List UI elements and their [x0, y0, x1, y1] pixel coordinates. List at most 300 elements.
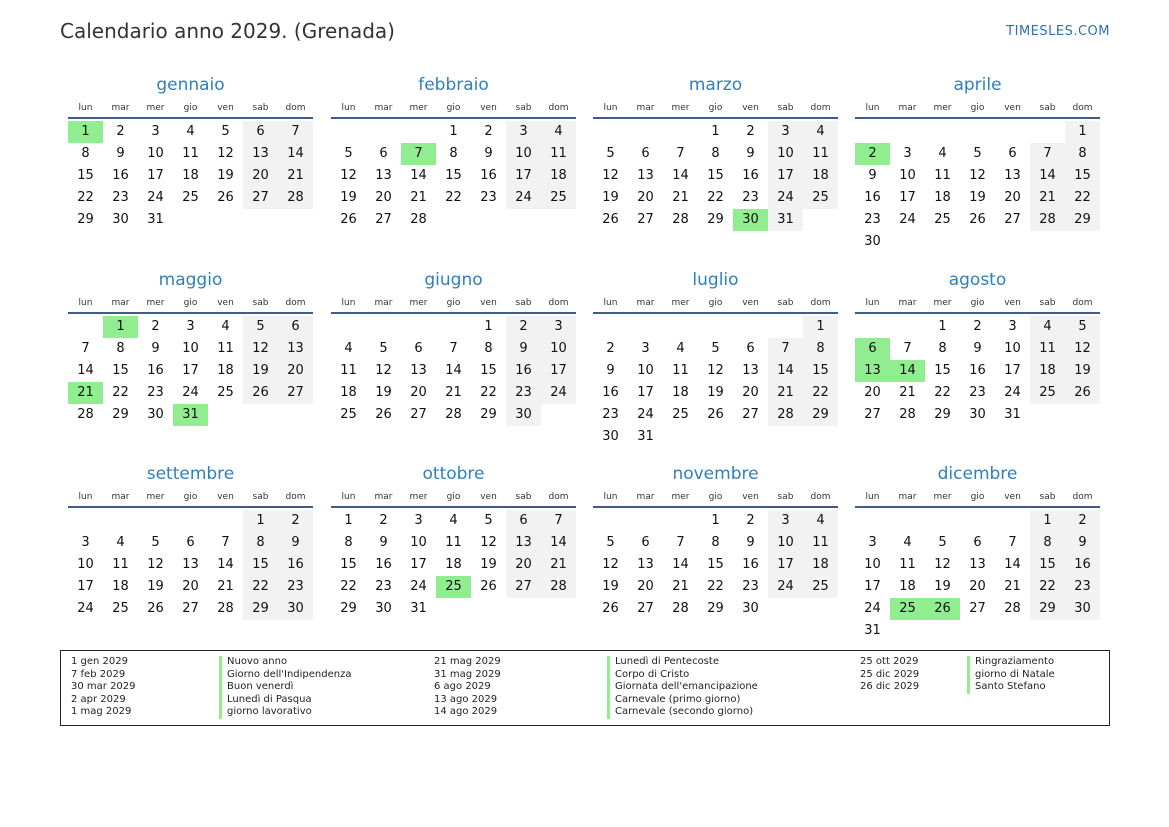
legend-holiday-name: Lunedì di Pasqua — [219, 694, 312, 707]
day-cell: 21 — [445, 385, 462, 400]
day-cell: 7 — [768, 338, 803, 360]
day-grid — [593, 314, 838, 448]
day-cell: 19 — [602, 579, 619, 594]
weekday-label: dom — [1072, 492, 1093, 502]
day-cell: 12 — [969, 168, 986, 183]
day-cell: 3 — [768, 121, 803, 143]
day-grid — [593, 119, 838, 231]
weekday-label: dom — [1072, 298, 1093, 308]
weekday-label: gio — [183, 103, 198, 113]
day-cell: 25 — [934, 212, 951, 227]
day-cell: 7 — [541, 510, 576, 532]
weekday-label: sab — [252, 298, 269, 308]
weekday-label: gio — [970, 492, 985, 502]
month-title: giugno — [424, 270, 483, 290]
day-cell: 11 — [803, 143, 838, 165]
weekday-label: mar — [111, 492, 130, 502]
day-cell: 9 — [151, 341, 160, 356]
day-cell: 26 — [340, 212, 357, 227]
day-cell: 8 — [803, 338, 838, 360]
empty-cell — [401, 121, 436, 143]
day-cell: 1 — [449, 124, 458, 139]
day-cell: 16 — [112, 168, 129, 183]
empty-cell — [593, 316, 628, 338]
day-cell: 3 — [81, 535, 90, 550]
weekday-label: sab — [515, 298, 532, 308]
day-grid — [68, 508, 313, 620]
day-cell: 6 — [379, 146, 388, 161]
empty-cell — [593, 121, 628, 143]
day-cell: 22 — [803, 382, 838, 404]
day-cell: 24 — [147, 190, 164, 205]
day-cell: 22 — [340, 579, 357, 594]
day-cell: 19 — [1065, 360, 1100, 382]
day-cell: 10 — [541, 338, 576, 360]
empty-cell — [593, 510, 628, 532]
holiday-day-cell: 25 — [436, 576, 471, 598]
month-novembre — [593, 464, 838, 620]
day-grid — [331, 119, 576, 231]
day-cell: 24 — [182, 385, 199, 400]
day-cell: 25 — [340, 407, 357, 422]
month-giugno — [331, 270, 576, 426]
day-cell: 9 — [116, 146, 125, 161]
empty-cell — [366, 316, 401, 338]
day-cell: 10 — [637, 363, 654, 378]
day-cell: 31 — [637, 429, 654, 444]
empty-cell — [138, 510, 173, 532]
day-cell: 27 — [410, 407, 427, 422]
day-cell: 10 — [1004, 341, 1021, 356]
day-cell: 21 — [410, 190, 427, 205]
day-cell: 1 — [344, 513, 353, 528]
day-cell: 18 — [1030, 360, 1065, 382]
day-cell: 30 — [602, 429, 619, 444]
empty-cell — [663, 510, 698, 532]
weekday-label: sab — [1039, 103, 1056, 113]
empty-cell — [103, 510, 138, 532]
day-cell: 24 — [768, 187, 803, 209]
day-cell: 3 — [903, 146, 912, 161]
day-grid — [68, 119, 313, 231]
empty-cell — [628, 121, 663, 143]
legend-holiday-name: Santo Stefano — [967, 681, 1046, 694]
day-cell: 14 — [1030, 165, 1065, 187]
day-cell: 20 — [506, 554, 541, 576]
day-cell: 31 — [768, 209, 803, 231]
day-cell: 22 — [112, 385, 129, 400]
day-cell: 22 — [1065, 187, 1100, 209]
day-cell: 6 — [414, 341, 423, 356]
day-cell: 29 — [803, 404, 838, 426]
weekday-label: ven — [217, 492, 234, 502]
month-gennaio — [68, 75, 313, 231]
month-agosto — [855, 270, 1100, 426]
weekday-label: sab — [1039, 492, 1056, 502]
day-cell: 20 — [969, 579, 986, 594]
day-cell: 24 — [864, 601, 881, 616]
empty-cell — [995, 510, 1030, 532]
empty-cell — [855, 121, 890, 143]
day-cell: 15 — [480, 363, 497, 378]
day-cell: 7 — [449, 341, 458, 356]
day-cell: 13 — [637, 168, 654, 183]
day-cell: 5 — [243, 316, 278, 338]
day-cell: 9 — [746, 146, 755, 161]
weekday-label: mar — [374, 298, 393, 308]
day-cell: 14 — [672, 168, 689, 183]
day-cell: 23 — [864, 212, 881, 227]
weekday-label: sab — [777, 298, 794, 308]
weekday-label: mar — [111, 103, 130, 113]
month-marzo — [593, 75, 838, 231]
empty-cell — [960, 510, 995, 532]
day-cell: 10 — [506, 143, 541, 165]
day-cell: 7 — [1030, 143, 1065, 165]
day-grid — [593, 508, 838, 620]
day-grid — [331, 508, 576, 620]
day-cell: 18 — [803, 165, 838, 187]
day-cell: 21 — [899, 385, 916, 400]
empty-cell — [331, 316, 366, 338]
day-cell: 6 — [243, 121, 278, 143]
day-cell: 18 — [899, 579, 916, 594]
day-cell: 30 — [742, 601, 759, 616]
weekday-label: dom — [810, 103, 831, 113]
day-cell: 24 — [77, 601, 94, 616]
day-cell: 20 — [182, 579, 199, 594]
day-cell: 15 — [1030, 554, 1065, 576]
month-aprile — [855, 75, 1100, 253]
day-cell: 3 — [186, 319, 195, 334]
day-cell: 21 — [217, 579, 234, 594]
day-cell: 29 — [340, 601, 357, 616]
day-cell: 2 — [116, 124, 125, 139]
day-cell: 18 — [445, 557, 462, 572]
day-grid — [855, 314, 1100, 426]
site-brand-link[interactable]: TIMESLES.COM — [1006, 24, 1110, 39]
day-cell: 17 — [182, 363, 199, 378]
day-cell: 11 — [541, 143, 576, 165]
day-cell: 12 — [480, 535, 497, 550]
day-cell: 8 — [449, 146, 458, 161]
day-cell: 18 — [217, 363, 234, 378]
day-cell: 20 — [637, 579, 654, 594]
weekday-label: mar — [636, 298, 655, 308]
weekday-label: mer — [146, 298, 165, 308]
day-cell: 25 — [1030, 382, 1065, 404]
day-cell: 3 — [541, 316, 576, 338]
weekday-label: dom — [285, 492, 306, 502]
weekday-label: ven — [217, 103, 234, 113]
month-title: agosto — [948, 270, 1007, 290]
legend-holiday-name: Buon venerdì — [219, 681, 293, 694]
day-cell: 5 — [711, 341, 720, 356]
day-grid — [68, 314, 313, 426]
day-cell: 4 — [116, 535, 125, 550]
holiday-legend — [60, 650, 1110, 726]
day-cell: 3 — [768, 510, 803, 532]
day-cell: 7 — [676, 146, 685, 161]
weekday-label: mer — [933, 298, 952, 308]
day-cell: 23 — [480, 190, 497, 205]
weekday-label: dom — [1072, 103, 1093, 113]
day-cell: 22 — [1030, 576, 1065, 598]
month-ottobre — [331, 464, 576, 620]
weekday-label: lun — [865, 103, 880, 113]
day-cell: 26 — [375, 407, 392, 422]
day-cell: 18 — [340, 385, 357, 400]
day-cell: 18 — [182, 168, 199, 183]
day-cell: 5 — [1065, 316, 1100, 338]
day-cell: 2 — [484, 124, 493, 139]
day-cell: 16 — [278, 554, 313, 576]
day-cell: 5 — [221, 124, 230, 139]
day-cell: 15 — [445, 168, 462, 183]
day-cell: 11 — [182, 146, 199, 161]
day-cell: 5 — [973, 146, 982, 161]
holiday-day-cell: 2 — [855, 143, 890, 165]
day-cell: 23 — [742, 190, 759, 205]
day-cell: 16 — [506, 360, 541, 382]
day-cell: 29 — [480, 407, 497, 422]
day-cell: 28 — [541, 576, 576, 598]
day-cell: 22 — [480, 385, 497, 400]
day-cell: 2 — [151, 319, 160, 334]
day-cell: 17 — [77, 579, 94, 594]
weekday-label: mer — [409, 298, 428, 308]
weekday-label: gio — [446, 103, 461, 113]
day-cell: 8 — [344, 535, 353, 550]
day-cell: 18 — [112, 579, 129, 594]
weekday-label: ven — [742, 103, 759, 113]
day-cell: 23 — [278, 576, 313, 598]
day-cell: 24 — [899, 212, 916, 227]
day-cell: 26 — [707, 407, 724, 422]
day-cell: 30 — [375, 601, 392, 616]
day-cell: 31 — [864, 623, 881, 638]
day-cell: 6 — [746, 341, 755, 356]
day-cell: 4 — [903, 535, 912, 550]
day-cell: 12 — [934, 557, 951, 572]
day-cell: 16 — [602, 385, 619, 400]
day-cell: 25 — [541, 187, 576, 209]
day-cell: 28 — [77, 407, 94, 422]
day-cell: 28 — [217, 601, 234, 616]
day-cell: 13 — [375, 168, 392, 183]
day-cell: 9 — [484, 146, 493, 161]
day-cell: 27 — [969, 601, 986, 616]
day-cell: 15 — [707, 168, 724, 183]
weekday-label: dom — [548, 298, 569, 308]
weekday-label: ven — [742, 492, 759, 502]
weekday-header — [593, 99, 838, 117]
weekday-label: mer — [933, 103, 952, 113]
day-cell: 23 — [506, 382, 541, 404]
day-cell: 9 — [746, 535, 755, 550]
day-cell: 31 — [1004, 407, 1021, 422]
day-cell: 7 — [1008, 535, 1017, 550]
weekday-label: ven — [480, 298, 497, 308]
day-cell: 28 — [1030, 209, 1065, 231]
day-cell: 31 — [147, 212, 164, 227]
day-cell: 13 — [742, 363, 759, 378]
day-cell: 26 — [969, 212, 986, 227]
weekday-label: mar — [636, 103, 655, 113]
day-grid — [855, 508, 1100, 642]
day-cell: 16 — [742, 168, 759, 183]
day-cell: 3 — [506, 121, 541, 143]
day-cell: 23 — [742, 579, 759, 594]
day-cell: 11 — [672, 363, 689, 378]
weekday-label: sab — [777, 492, 794, 502]
weekday-label: gio — [446, 298, 461, 308]
day-cell: 7 — [278, 121, 313, 143]
weekday-label: ven — [742, 298, 759, 308]
day-cell: 14 — [672, 557, 689, 572]
weekday-header — [68, 99, 313, 117]
day-cell: 30 — [506, 404, 541, 426]
day-cell: 28 — [768, 404, 803, 426]
legend-date: 21 mag 2029 — [434, 656, 501, 667]
legend-holiday-name: giorno di Natale — [967, 669, 1055, 682]
day-cell: 11 — [112, 557, 129, 572]
day-cell: 4 — [186, 124, 195, 139]
day-cell: 29 — [934, 407, 951, 422]
empty-cell — [855, 316, 890, 338]
holiday-day-cell: 1 — [68, 121, 103, 143]
day-cell: 6 — [506, 510, 541, 532]
day-cell: 22 — [243, 576, 278, 598]
day-cell: 5 — [606, 535, 615, 550]
weekday-label: ven — [480, 492, 497, 502]
day-cell: 17 — [410, 557, 427, 572]
day-cell: 17 — [506, 165, 541, 187]
empty-cell — [68, 316, 103, 338]
day-cell: 24 — [1004, 385, 1021, 400]
weekday-label: gio — [708, 492, 723, 502]
day-cell: 1 — [938, 319, 947, 334]
day-cell: 1 — [711, 513, 720, 528]
day-cell: 4 — [449, 513, 458, 528]
day-cell: 28 — [672, 212, 689, 227]
day-cell: 21 — [541, 554, 576, 576]
day-cell: 4 — [344, 341, 353, 356]
day-cell: 28 — [1004, 601, 1021, 616]
weekday-header — [855, 99, 1100, 117]
day-cell: 26 — [147, 601, 164, 616]
weekday-header — [593, 488, 838, 506]
day-cell: 27 — [1004, 212, 1021, 227]
day-cell: 15 — [112, 363, 129, 378]
day-cell: 8 — [1065, 143, 1100, 165]
legend-holiday-name: Lunedì di Pentecoste — [607, 656, 719, 669]
day-cell: 19 — [217, 168, 234, 183]
day-cell: 15 — [934, 363, 951, 378]
day-cell: 9 — [506, 338, 541, 360]
day-grid — [855, 119, 1100, 253]
day-cell: 22 — [707, 190, 724, 205]
empty-cell — [1030, 121, 1065, 143]
day-cell: 26 — [1065, 382, 1100, 404]
month-settembre — [68, 464, 313, 620]
page-title: Calendario anno 2029. (Grenada) — [60, 19, 395, 43]
holiday-day-cell: 26 — [925, 598, 960, 620]
day-cell: 22 — [445, 190, 462, 205]
day-cell: 27 — [637, 601, 654, 616]
day-cell: 20 — [1004, 190, 1021, 205]
day-cell: 11 — [217, 341, 234, 356]
day-cell: 19 — [969, 190, 986, 205]
day-cell: 20 — [864, 385, 881, 400]
weekday-label: ven — [1004, 103, 1021, 113]
day-cell: 23 — [147, 385, 164, 400]
day-cell: 10 — [768, 532, 803, 554]
day-cell: 17 — [768, 165, 803, 187]
weekday-label: gio — [183, 298, 198, 308]
day-cell: 10 — [864, 557, 881, 572]
day-cell: 26 — [217, 190, 234, 205]
empty-cell — [628, 316, 663, 338]
day-cell: 13 — [243, 143, 278, 165]
day-cell: 5 — [606, 146, 615, 161]
day-cell: 25 — [182, 190, 199, 205]
day-cell: 6 — [278, 316, 313, 338]
day-cell: 18 — [541, 165, 576, 187]
day-cell: 7 — [221, 535, 230, 550]
day-cell: 2 — [1065, 510, 1100, 532]
legend-date: 31 mag 2029 — [434, 668, 501, 680]
day-cell: 21 — [672, 190, 689, 205]
legend-date: 7 feb 2029 — [71, 668, 126, 680]
day-cell: 29 — [707, 601, 724, 616]
holiday-day-cell: 25 — [890, 598, 925, 620]
empty-cell — [890, 316, 925, 338]
day-cell: 3 — [868, 535, 877, 550]
day-cell: 4 — [803, 121, 838, 143]
day-cell: 8 — [938, 341, 947, 356]
day-cell: 15 — [340, 557, 357, 572]
weekday-label: sab — [777, 103, 794, 113]
weekday-label: lun — [603, 298, 618, 308]
holiday-day-cell: 31 — [173, 404, 208, 426]
empty-cell — [698, 316, 733, 338]
weekday-label: sab — [515, 492, 532, 502]
weekday-label: mar — [111, 298, 130, 308]
legend-holiday-name: Giornata dell'emancipazione — [607, 681, 758, 694]
day-cell: 12 — [1065, 338, 1100, 360]
day-cell: 7 — [81, 341, 90, 356]
day-cell: 17 — [864, 579, 881, 594]
day-cell: 17 — [541, 360, 576, 382]
weekday-label: mar — [898, 298, 917, 308]
day-cell: 18 — [934, 190, 951, 205]
day-cell: 24 — [410, 579, 427, 594]
day-cell: 16 — [480, 168, 497, 183]
day-cell: 14 — [77, 363, 94, 378]
empty-cell — [366, 121, 401, 143]
legend-date: 25 dic 2029 — [860, 668, 920, 680]
day-cell: 19 — [340, 190, 357, 205]
empty-cell — [855, 510, 890, 532]
day-cell: 12 — [147, 557, 164, 572]
weekday-label: mar — [898, 103, 917, 113]
day-cell: 29 — [77, 212, 94, 227]
day-cell: 11 — [803, 532, 838, 554]
day-cell: 4 — [221, 319, 230, 334]
day-cell: 29 — [1030, 598, 1065, 620]
day-cell: 1 — [243, 510, 278, 532]
